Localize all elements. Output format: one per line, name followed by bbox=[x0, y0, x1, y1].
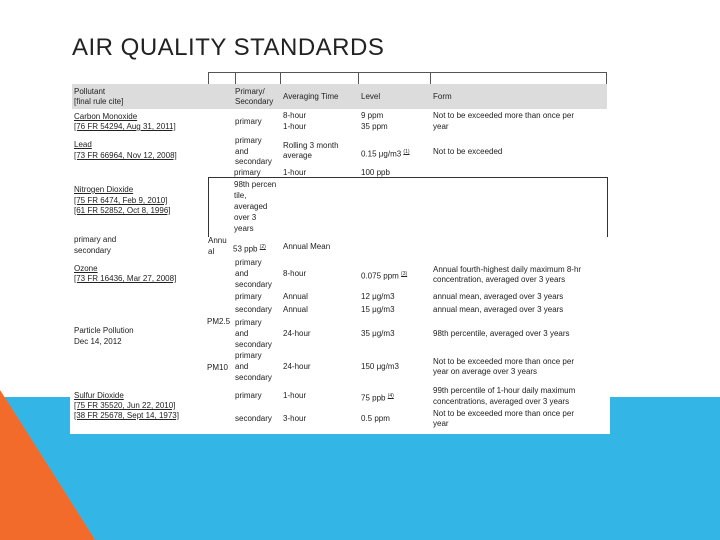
co-level-1h: 35 ppm bbox=[361, 122, 388, 131]
ozone-name: Ozone bbox=[74, 264, 98, 273]
ozone-form-1: Annual fourth-highest daily maximum 8-hr bbox=[433, 265, 582, 274]
co-form-line2: year bbox=[433, 122, 449, 131]
so2-r1-type: primary bbox=[235, 391, 262, 400]
ozone-type-2: and bbox=[235, 269, 249, 278]
so2-r2-form-2: year bbox=[433, 419, 449, 428]
ozone-form-2: concentration, averaged over 3 years bbox=[433, 275, 566, 284]
lead-name: Lead bbox=[74, 140, 92, 149]
pm-r2-level: 15 μg/m3 bbox=[361, 305, 395, 314]
table-divider bbox=[235, 72, 236, 84]
no2-form-2: tile, bbox=[234, 191, 247, 200]
so2-r1-level: 75 ppb $^{(4)}$ bbox=[361, 393, 394, 403]
ozone-level: 0.075 ppm $^{(3)}$ bbox=[361, 271, 408, 281]
pm-r3-type-2: and bbox=[235, 329, 249, 338]
no2-form-5: years bbox=[234, 224, 254, 233]
ozone-avg: 8-hour bbox=[283, 269, 307, 278]
co-avg-8h: 8-hour bbox=[283, 111, 307, 120]
pm-r4-level: 150 μg/m3 bbox=[361, 362, 399, 371]
no2-cite-1: [75 FR 6474, Feb 9, 2010] bbox=[74, 196, 168, 205]
so2-cite-2: [38 FR 25678, Sept 14, 1973] bbox=[74, 411, 179, 420]
pm-r1-form: annual mean, averaged over 3 years bbox=[433, 292, 564, 301]
no2-form-3: averaged bbox=[234, 202, 268, 211]
no2-type: primary bbox=[234, 168, 261, 177]
no2-form-4: over 3 bbox=[234, 213, 257, 222]
no2-cite-2: [61 FR 52852, Oct 8, 1996] bbox=[74, 206, 171, 215]
no2-level: 100 ppb bbox=[361, 168, 390, 177]
so2-r2-form-1: Not to be exceeded more than once per bbox=[433, 409, 574, 418]
table-top-rule bbox=[208, 72, 607, 84]
no2-annual-avg: Annual Mean bbox=[283, 242, 331, 251]
ozone-type-1: primary bbox=[235, 258, 262, 267]
no2-box-rule bbox=[208, 177, 209, 237]
co-form-line1: Not to be exceeded more than once per bbox=[433, 111, 574, 120]
pm-r3-type-1: primary bbox=[235, 318, 262, 327]
pm-r4-avg: 24-hour bbox=[283, 362, 311, 371]
no2-primary-secondary-2: secondary bbox=[74, 246, 111, 255]
so2-r1-avg: 1-hour bbox=[283, 391, 307, 400]
co-cite: [76 FR 54294, Aug 31, 2011] bbox=[74, 122, 176, 131]
table-header-band bbox=[72, 84, 607, 109]
so2-name: Sulfur Dioxide bbox=[74, 391, 124, 400]
pm-r4-form-1: Not to be exceeded more than once per bbox=[433, 357, 574, 366]
co-name: Carbon Monoxide bbox=[74, 112, 138, 121]
pm-date: Dec 14, 2012 bbox=[74, 337, 122, 346]
pm-r3-form: 98th percentile, averaged over 3 years bbox=[433, 329, 570, 338]
pm-r4-type-3: secondary bbox=[235, 373, 272, 382]
no2-annual-1: Annu bbox=[208, 236, 227, 245]
so2-r2-level: 0.5 ppm bbox=[361, 414, 390, 423]
pm10-label: PM10 bbox=[207, 363, 228, 372]
so2-r1-form-1: 99th percentile of 1-hour daily maximum bbox=[433, 386, 576, 395]
pm-r3-type-3: secondary bbox=[235, 340, 272, 349]
lead-type-2: and bbox=[235, 147, 249, 156]
pm-r3-avg: 24-hour bbox=[283, 329, 311, 338]
table-divider bbox=[430, 72, 431, 84]
lead-avg-2: average bbox=[283, 151, 312, 160]
so2-cite-1: [75 FR 35520, Jun 22, 2010] bbox=[74, 401, 176, 410]
table-divider bbox=[280, 72, 281, 84]
no2-avg: 1-hour bbox=[283, 168, 307, 177]
pm-r4-type-1: primary bbox=[235, 351, 262, 360]
header-primary: Primary/ bbox=[235, 87, 265, 96]
lead-avg-1: Rolling 3 month bbox=[283, 141, 339, 150]
ozone-cite: [73 FR 16436, Mar 27, 2008] bbox=[74, 274, 177, 283]
header-pollutant: Pollutant bbox=[74, 87, 106, 96]
so2-r2-type: secondary bbox=[235, 414, 272, 423]
pm-r2-form: annual mean, averaged over 3 years bbox=[433, 305, 564, 314]
pm-r1-avg: Annual bbox=[283, 292, 308, 301]
lead-type-1: primary bbox=[235, 136, 262, 145]
pm-r2-avg: Annual bbox=[283, 305, 308, 314]
so2-r2-avg: 3-hour bbox=[283, 414, 307, 423]
no2-annual-2: al bbox=[208, 247, 215, 256]
no2-name: Nitrogen Dioxide bbox=[74, 185, 134, 194]
slide-title: AIR QUALITY STANDARDS bbox=[72, 34, 385, 61]
pm-r1-level: 12 μg/m3 bbox=[361, 292, 395, 301]
pm-r3-level: 35 μg/m3 bbox=[361, 329, 395, 338]
pm-r1-type: primary bbox=[235, 292, 262, 301]
pm-r2-type: secondary bbox=[235, 305, 272, 314]
no2-primary-secondary-1: primary and bbox=[74, 235, 117, 244]
header-rule-cite: [final rule cite] bbox=[74, 97, 124, 106]
co-avg-1h: 1-hour bbox=[283, 122, 307, 131]
lead-form: Not to be exceeded bbox=[433, 147, 503, 156]
header-averaging-time: Averaging Time bbox=[283, 92, 339, 101]
lead-cite: [73 FR 66964, Nov 12, 2008] bbox=[74, 151, 177, 160]
pm25-label: PM2.5 bbox=[207, 317, 231, 326]
lead-level: 0.15 μg/m3 $^{(1)}$ bbox=[361, 149, 410, 159]
pm-r4-form-2: year on average over 3 years bbox=[433, 367, 538, 376]
ozone-type-3: secondary bbox=[235, 280, 272, 289]
so2-r1-form-2: concentrations, averaged over 3 years bbox=[433, 397, 570, 406]
no2-box-rule bbox=[607, 177, 608, 237]
table-divider bbox=[358, 72, 359, 84]
pm-r4-type-2: and bbox=[235, 362, 249, 371]
pm-name: Particle Pollution bbox=[74, 326, 134, 335]
header-level: Level bbox=[361, 92, 381, 101]
no2-annual-level: 53 ppb $^{(2)}$ bbox=[233, 244, 266, 254]
header-form: Form bbox=[433, 92, 452, 101]
no2-form-1: 98th percen bbox=[234, 180, 277, 189]
lead-type-3: secondary bbox=[235, 157, 272, 166]
co-type: primary bbox=[235, 117, 262, 126]
header-secondary: Secondary bbox=[235, 97, 274, 106]
co-level-8h: 9 ppm bbox=[361, 111, 384, 120]
no2-box-rule bbox=[208, 177, 608, 178]
